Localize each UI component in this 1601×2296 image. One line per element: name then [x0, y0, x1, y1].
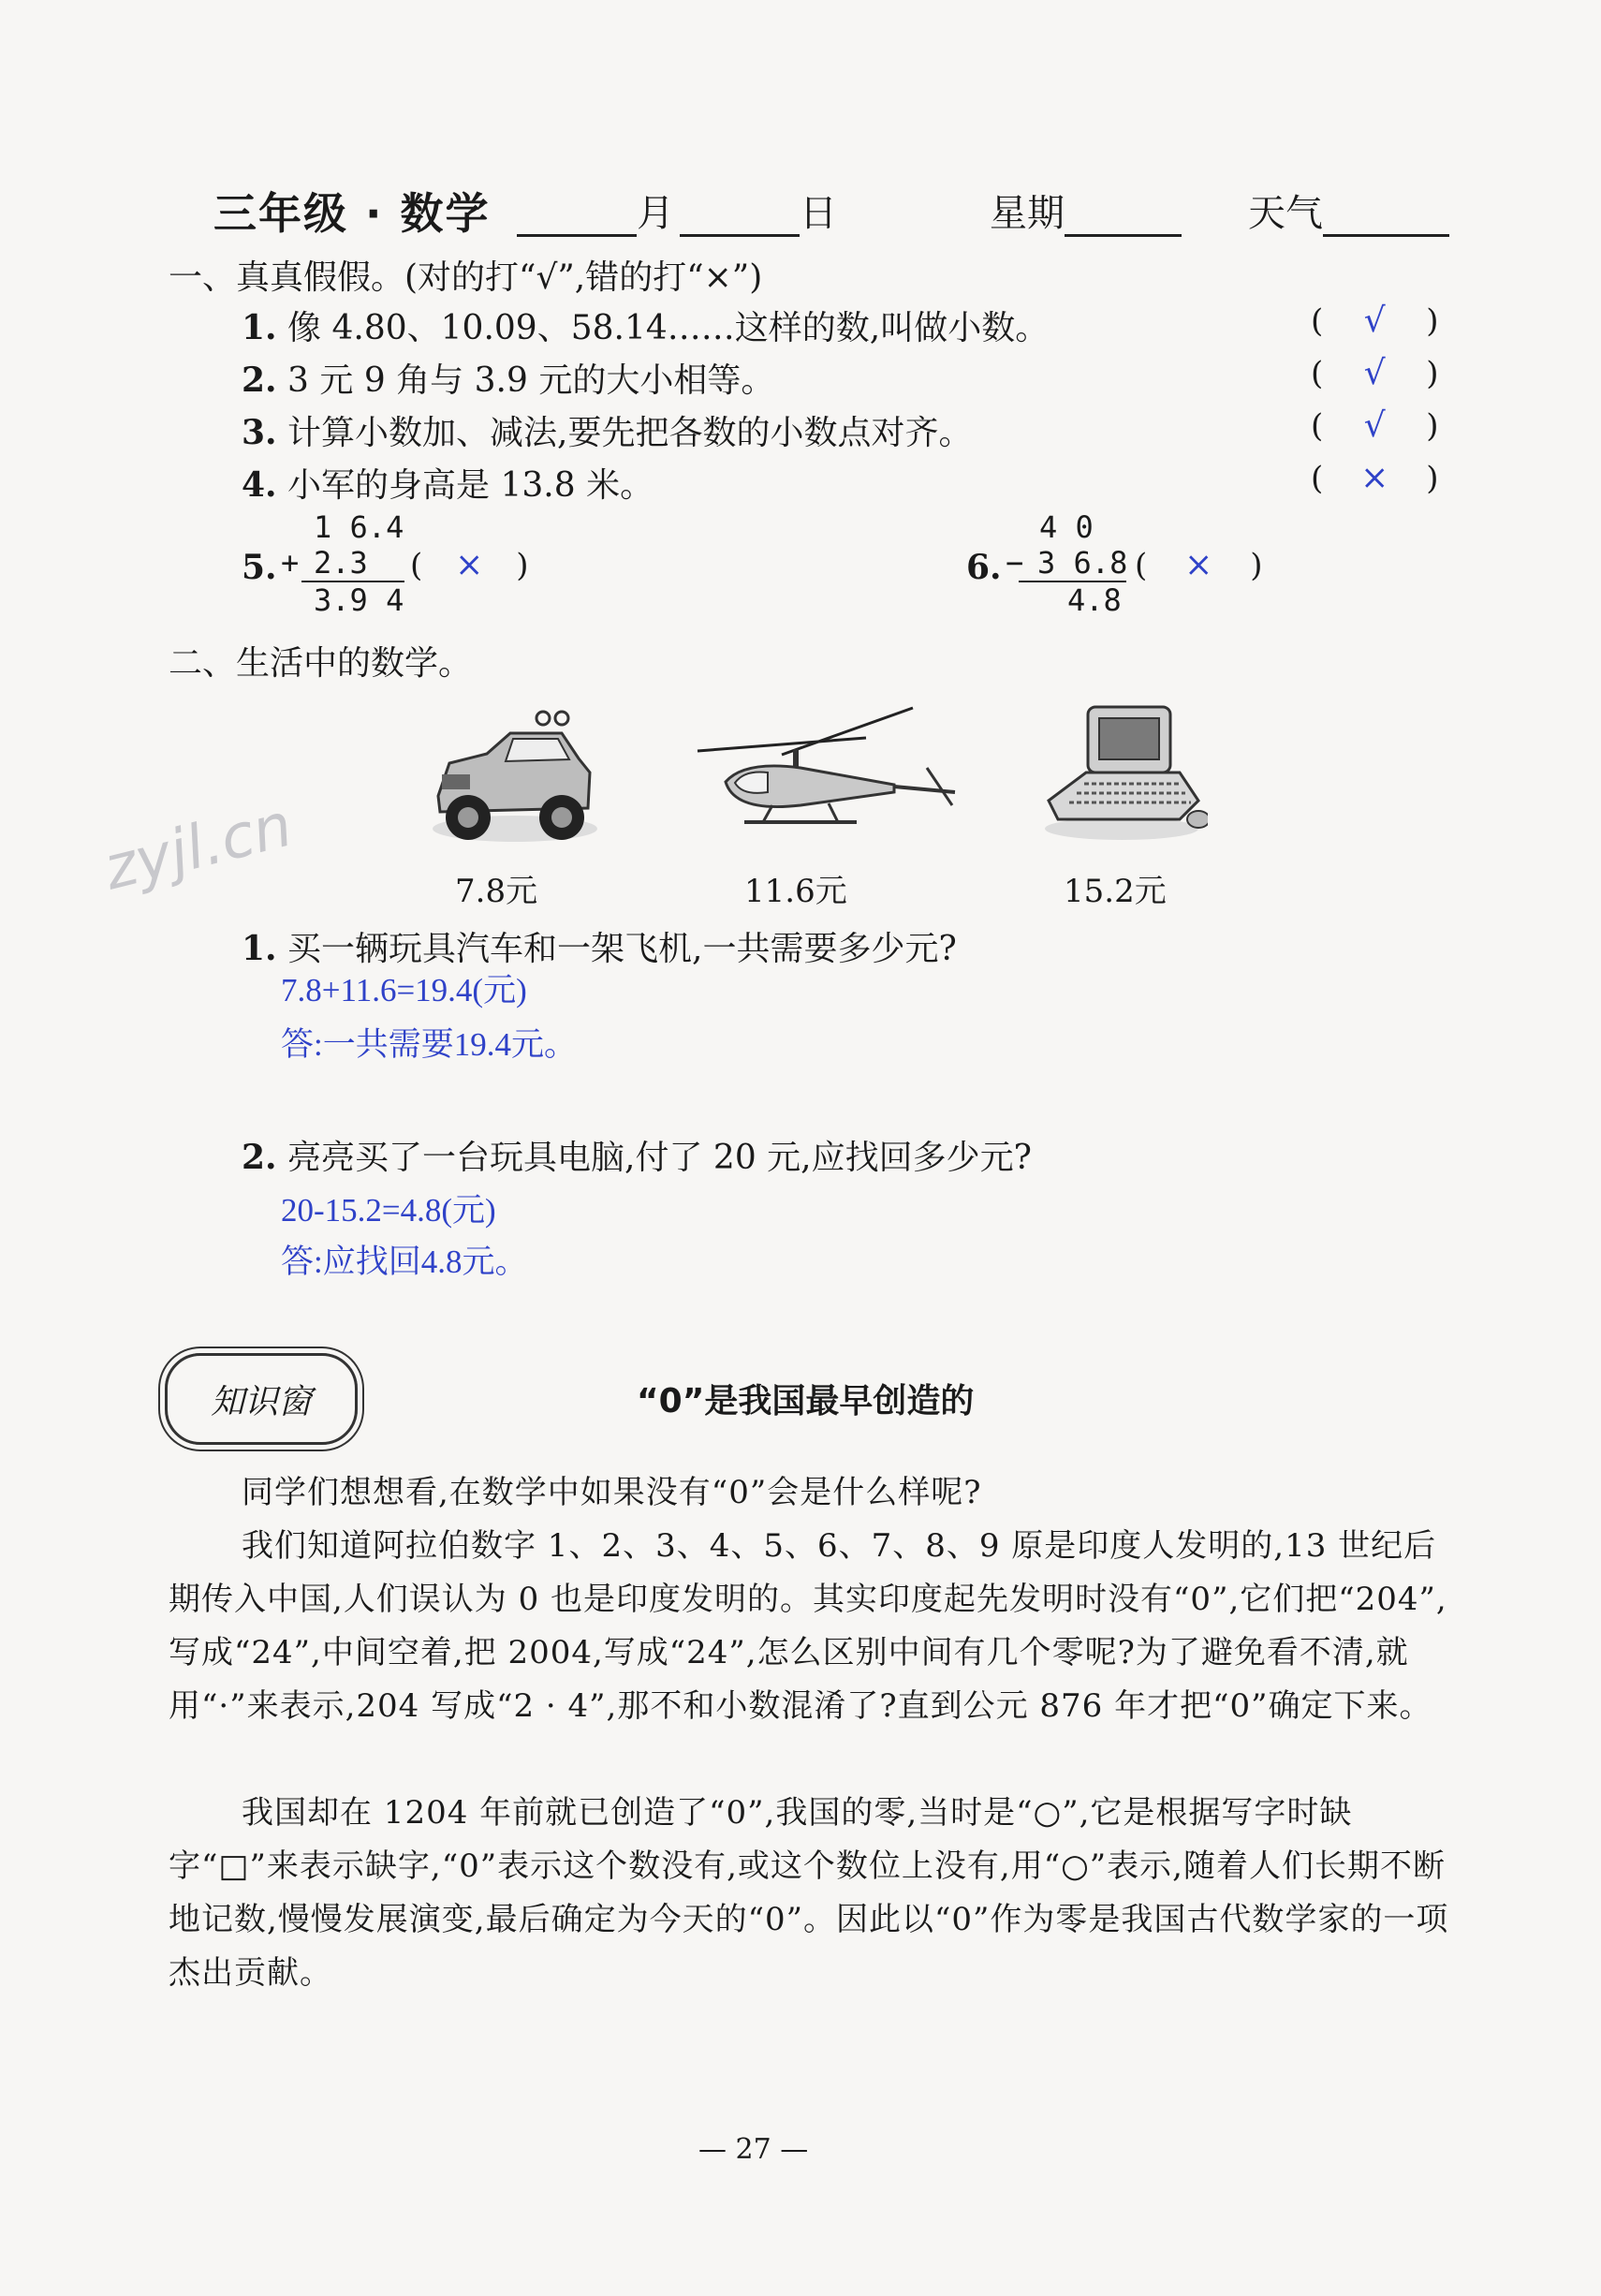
calc6-result: 4.8: [1067, 582, 1122, 618]
cross-mark: ×: [455, 546, 484, 584]
word-problem-1: 1. 买一辆玩具汽车和一架飞机,一共需要多少元?: [242, 929, 957, 968]
weekday-blank[interactable]: [1065, 200, 1182, 237]
calc6-operator: −: [1006, 545, 1024, 581]
word-problem-2: 2. 亮亮买了一台玩具电脑,付了 20 元,应找回多少元?: [242, 1138, 1032, 1177]
toy-computer-icon: [1039, 698, 1208, 847]
weekday-label: 星期: [990, 192, 1065, 235]
cross-mark: ×: [1360, 459, 1389, 497]
answer-box-4[interactable]: ( × ): [1311, 459, 1439, 497]
check-mark: √: [1363, 406, 1386, 445]
tf-question-2: 2. 3 元 9 角与 3.9 元的大小相等。: [242, 361, 775, 400]
day-blank[interactable]: [680, 200, 800, 237]
helicopter-price: 11.6元: [744, 873, 847, 910]
answer-box-5[interactable]: ( × ): [410, 546, 529, 584]
calc5-result: 3.9 4: [314, 582, 404, 618]
answer-box-6[interactable]: ( × ): [1135, 546, 1263, 584]
computer-price: 15.2元: [1064, 873, 1167, 910]
calc5-operator: +: [281, 545, 300, 581]
cross-mark: ×: [1184, 546, 1213, 584]
calc6-number: 6.: [966, 548, 1002, 587]
tf-question-3: 3. 计算小数加、减法,要先把各数的小数点对齐。: [242, 413, 973, 452]
page-number: — 27 —: [698, 2133, 809, 2166]
knowledge-paragraph-2: 我们知道阿拉伯数字 1、2、3、4、5、6、7、8、9 原是印度人发明的,13 世纪后期传入中国,人们误认为 0 也是印度发明的。其实印度起先发明时没有“0”,它们把“204”,写成“24”,中间空着,把 2004,写成“24”,怎么区别中间有几个零呢?为了避免看不清,就用“·”来表示,204 写成“2 · 4”,那不和小数混淆了?直到公元 876 年才把“0”确定下来。: [169, 1527, 1447, 1725]
day-label: 日: [800, 192, 837, 235]
q1-answer: 答:一共需要19.4元。: [281, 1026, 577, 1063]
knowledge-title: “0”是我国最早创造的: [637, 1382, 975, 1420]
watermark: zyjl.cn: [97, 790, 300, 905]
answer-box-1[interactable]: ( √ ): [1311, 302, 1439, 340]
knowledge-paragraph-3: 我国却在 1204 年前就已创造了“0”,我国的零,当时是“○”,它是根据写字时缺字“□”来表示缺字,“0”表示这个数没有,或这个数位上没有,用“○”表示,随着人们长期不断地记数,慢慢发展演变,最后确定为今天的“0”。因此以“0”作为零是我国古代数学家的一项杰出贡献。: [169, 1794, 1449, 1992]
answer-box-2[interactable]: ( √ ): [1311, 354, 1439, 392]
calc6-top: 4 0: [1039, 509, 1094, 545]
knowledge-badge: 知识窗: [165, 1353, 358, 1445]
answer-box-3[interactable]: ( √ ): [1311, 406, 1439, 445]
check-mark: √: [1363, 354, 1386, 392]
section2-title: 二、生活中的数学。: [169, 644, 473, 683]
section1-title: 一、真真假假。(对的打“√”,错的打“×”): [169, 258, 763, 297]
q2-answer: 答:应找回4.8元。: [281, 1244, 528, 1280]
month-label: 月: [637, 192, 674, 235]
date-fields: [517, 184, 837, 237]
q1-calculation: 7.8+11.6=19.4(元): [281, 972, 527, 1008]
tf-question-4: 4. 小军的身高是 13.8 米。: [242, 465, 654, 505]
q2-calculation: 20-15.2=4.8(元): [281, 1192, 496, 1229]
weather-blank[interactable]: [1323, 200, 1449, 237]
toy-car-icon: [421, 707, 599, 857]
toy-helicopter-icon: [688, 702, 960, 843]
weather-label: 天气: [1248, 192, 1323, 235]
weather-field: [1248, 184, 1449, 237]
month-blank[interactable]: [517, 200, 637, 237]
calc5-number: 5.: [242, 548, 277, 587]
knowledge-paragraph-1: 同学们想想看,在数学中如果没有“0”会是什么样呢?: [242, 1474, 982, 1511]
weekday-field: [990, 184, 1182, 237]
calc5-top: 1 6.4: [314, 509, 404, 545]
calc5-middle: 2.3: [314, 545, 368, 581]
calc6-middle: 3 6.8: [1037, 545, 1128, 581]
car-price: 7.8元: [455, 873, 538, 910]
worksheet-title: 三年级 · 数学: [213, 188, 491, 239]
check-mark: √: [1363, 302, 1386, 340]
tf-question-1: 1. 像 4.80、10.09、58.14……这样的数,叫做小数。: [242, 308, 1050, 347]
